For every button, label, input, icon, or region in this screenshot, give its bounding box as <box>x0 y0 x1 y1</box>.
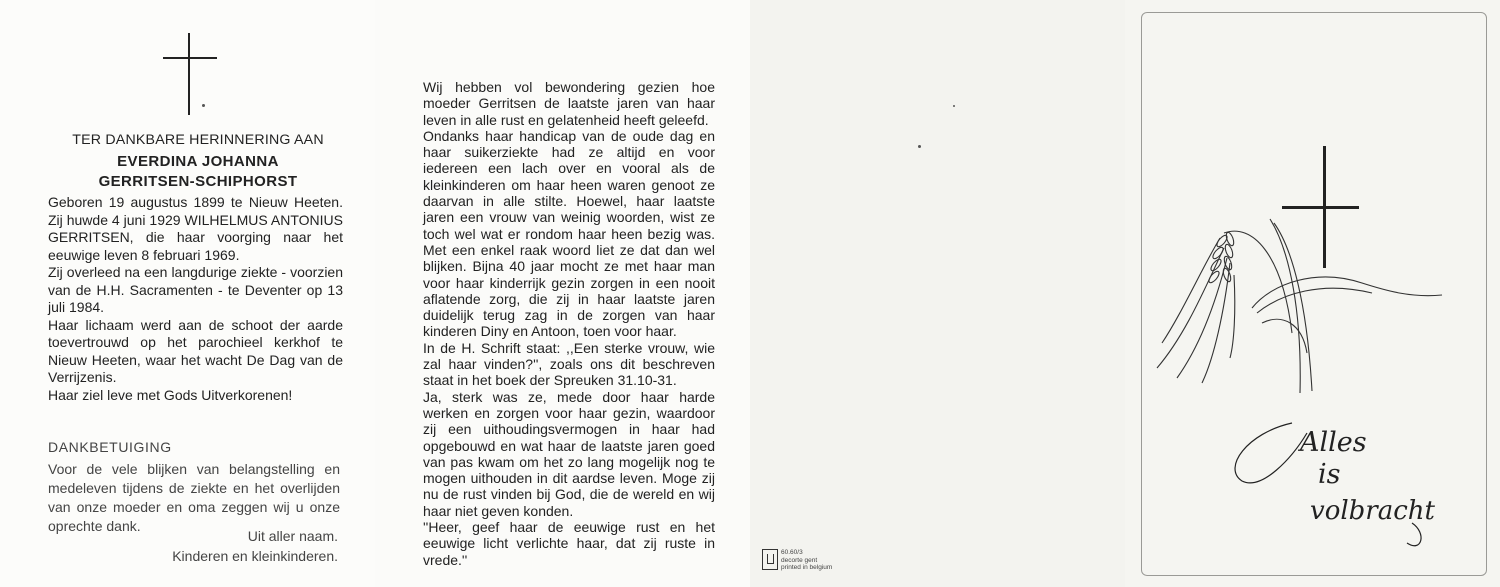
paper-speck <box>202 104 205 107</box>
deceased-name-line1: EVERDINA JOHANNA <box>117 153 279 170</box>
cover-title-line3: volbracht <box>1310 496 1435 526</box>
cover-title-line2: is <box>1318 459 1341 490</box>
back-panel <box>750 0 1125 587</box>
imprint-printer: decorte gent <box>781 556 818 564</box>
cross-icon <box>1282 146 1359 268</box>
tribute-paragraph: ''Heer, geef haar de eeuwige rust en het eeuwige licht verlichte haar, dat zij ruste in vrede.'' <box>423 519 715 568</box>
calligraphy-flourish <box>1235 423 1307 483</box>
cover-card <box>1141 12 1487 576</box>
calligraphy-tail <box>1407 523 1421 546</box>
tribute-paragraph: Ondanks haar handicap van de oude dag en haar suikerziekte had ze altijd en voor iedereen een lach over en vooral als de kleinkinderen om haar heen waren genoot ze daarvan in alle stilte. Hoewel, haar laatste jaren een vrouw van weinig woorden, wist ze toch wel wat er rondom haar heen bezig was. Met een enkel raak woord liet ze dat dan wel blijken. Bijna 40 jaar mocht ze met haar man voor haar kinderrijk gezin zorgen in een nooit aflatende zorg, die zij in haar laatste jaren duidelijk terug zag in de zorgen van haar kinderen Diny en Antoon, toen voor haar. <box>423 127 715 340</box>
tribute-paragraph: Ja, sterk was ze, mede door haar harde werken en zorgen voor haar gezin, waardoor zij een uithoudingsvermogen in haar had opgebouwd en wat haar de laatste jaren goed van pas kwam om het zo lang mogelijk nog te mogen uithouden in dit aardse leven. Moge zij nu de rust vinden bij God, die de wereld en wij haar niet geven konden. <box>423 388 715 519</box>
bio-paragraph: Haar ziel leve met Gods Uitverkorenen! <box>48 386 293 403</box>
tribute-paragraph: In de H. Schrift staat: ,,Een sterke vrouw, wie zal haar vinden?'', zoals ons dit beschreven staat in het boek der Spreuken 31.10-31. <box>423 339 715 389</box>
paper-speck <box>953 105 955 107</box>
signature-line1: Uit aller naam. <box>247 528 338 544</box>
front-cover-panel <box>1125 0 1500 587</box>
tribute-text <box>423 79 715 568</box>
tribute-paragraph: Wij hebben vol bewondering gezien hoe moeder Gerritsen de laatste jaren van haar leven in alle rust en gelatenheid heeft geleefd. <box>423 79 715 128</box>
signature-line2: Kinderen en kleinkinderen. <box>172 548 338 564</box>
paper-speck <box>918 145 921 148</box>
cover-artwork <box>1142 13 1486 575</box>
printer-logo-icon <box>762 549 778 570</box>
imprint-country: printed in belgium <box>781 564 833 571</box>
bio-paragraph: Zij overleed na een langdurige ziekte - voorzien van de H.H. Sacramenten - te Deventer op 13 juli 1984. <box>48 264 343 315</box>
thanks-body: Voor de vele blijken van belangstelling en medeleven tijdens de ziekte en het overlijden van onze moeder en oma zeggen wij u onze oprechte dank. <box>48 461 340 534</box>
bio-paragraph: Haar lichaam werd aan de schoot der aarde toevertrouwd op het parochieel kerkhof te Nieuw Heeten, waar het wacht De Dag van de Verrijzenis. <box>48 316 343 385</box>
biography <box>48 194 343 404</box>
imprint-code: 60.60/3 <box>781 549 803 556</box>
deceased-name-line2: GERRITSEN-SCHIPHORST <box>98 173 298 190</box>
bio-paragraph: Geboren 19 augustus 1899 te Nieuw Heeten. Zij huwde 4 juni 1929 WILHELMUS ANTONIUS GERRITSEN, die haar voorging naar het eeuwige leven 8 februari 1969. <box>48 194 343 263</box>
wheat-icon <box>1157 219 1442 393</box>
cover-title-line1: Alles <box>1300 427 1367 458</box>
cross-icon <box>163 33 217 115</box>
inside-left-panel <box>0 0 375 587</box>
memorial-intro: TER DANKBARE HERINNERING AAN <box>72 132 324 148</box>
printer-imprint <box>762 549 832 572</box>
inside-right-panel <box>375 0 750 587</box>
thanks-title: DANKBETUIGING <box>48 439 172 455</box>
